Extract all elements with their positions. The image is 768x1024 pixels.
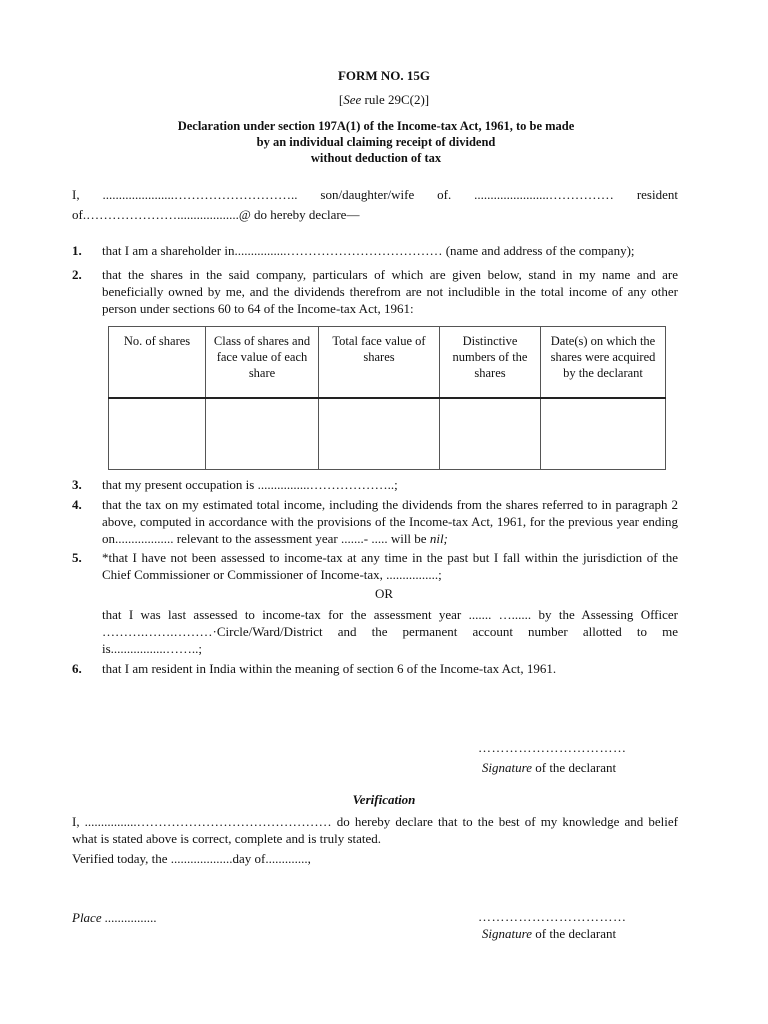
item-number: 2. xyxy=(72,267,82,282)
table-cell[interactable] xyxy=(541,398,666,470)
item-text: that I was last assessed to income-tax for the assessment year ....... …...... by the Assessing Officer ……….…….………·Circle/Ward/District and the permanent account number allotted to me is.................……..; xyxy=(102,607,678,656)
intro-line-2: of.…………………...................@ do hereby declare— xyxy=(72,207,360,222)
or-separator: OR xyxy=(374,586,394,601)
signature-line-2[interactable]: …………………………… xyxy=(478,909,627,924)
table-header-row xyxy=(109,327,666,399)
col-date-acquired: Date(s) on which the shares were acquired by the declarant xyxy=(541,327,666,399)
signature-label: Signature of the declarant xyxy=(481,760,617,775)
item-number: 4. xyxy=(72,497,82,512)
place-field[interactable]: Place ................ xyxy=(72,910,157,925)
col-total-face-value: Total face value of shares xyxy=(319,327,440,399)
col-class-of-shares: Class of shares and face value of each share xyxy=(206,327,319,399)
item-text: that the shares in the said company, particulars of which are given below, stand in my name and are beneficially owned by me, and the dividends therefrom are not includible in the total income of any other person under sections 60 to 64 of the Income-tax Act, 1961: xyxy=(102,267,678,316)
item-text: that I am resident in India within the meaning of section 6 of the Income-tax Act, 1961. xyxy=(102,661,557,676)
item-text: that I am a shareholder in................……………………………… (name and address of the company); xyxy=(102,243,635,258)
table-cell[interactable] xyxy=(109,398,206,470)
col-distinctive-numbers: Distinctive numbers of the shares xyxy=(440,327,541,399)
verification-text: I, ................……………………………………… do hereby declare that to the best of my knowledge and belief what is stated above is correct, complete and is truly stated. xyxy=(72,814,678,846)
col-no-of-shares: No. of shares xyxy=(109,327,206,399)
signature-line[interactable]: …………………………… xyxy=(478,740,627,755)
rule-reference: [See rule 29C(2)] xyxy=(338,92,430,107)
heading-line-3: without deduction of tax xyxy=(310,151,442,165)
heading-line-2: by an individual claiming receipt of dividend xyxy=(256,135,496,149)
item-text: that the tax on my estimated total income, including the dividends from the shares referred to in paragraph 2 above, computed in accordance with the provisions of the Income-tax Act, 1961, for the previous year ending on.................. relevant to the assessment year .......- ..... will be nil; xyxy=(102,497,678,546)
form-heading xyxy=(120,118,632,166)
item-number: 6. xyxy=(72,661,82,676)
item-number: 1. xyxy=(72,243,82,258)
verified-date: Verified today, the ...................day of............., xyxy=(72,851,311,866)
item-text: that my present occupation is ................………………..; xyxy=(102,477,398,492)
verification-heading: Verification xyxy=(352,792,416,807)
item-number: 3. xyxy=(72,477,82,492)
form-title: FORM NO. 15G xyxy=(337,68,431,83)
heading-line-1: Declaration under section 197A(1) of the Income-tax Act, 1961, to be made xyxy=(177,119,575,133)
table-row xyxy=(109,398,666,470)
item-number: 5. xyxy=(72,550,82,565)
table-cell[interactable] xyxy=(206,398,319,470)
signature-label-2: Signature of the declarant xyxy=(481,926,617,941)
item-text: *that I have not been assessed to income-tax at any time in the past but I fall within the jurisdiction of the Chief Commissioner or Commissioner of Income-tax, ................; xyxy=(102,550,678,582)
shares-table xyxy=(108,326,666,470)
table-cell[interactable] xyxy=(319,398,440,470)
intro-line-1: I, ......................……………………….. son/daughter/wife of. .......................…………… resident xyxy=(72,187,678,202)
table-cell[interactable] xyxy=(440,398,541,470)
